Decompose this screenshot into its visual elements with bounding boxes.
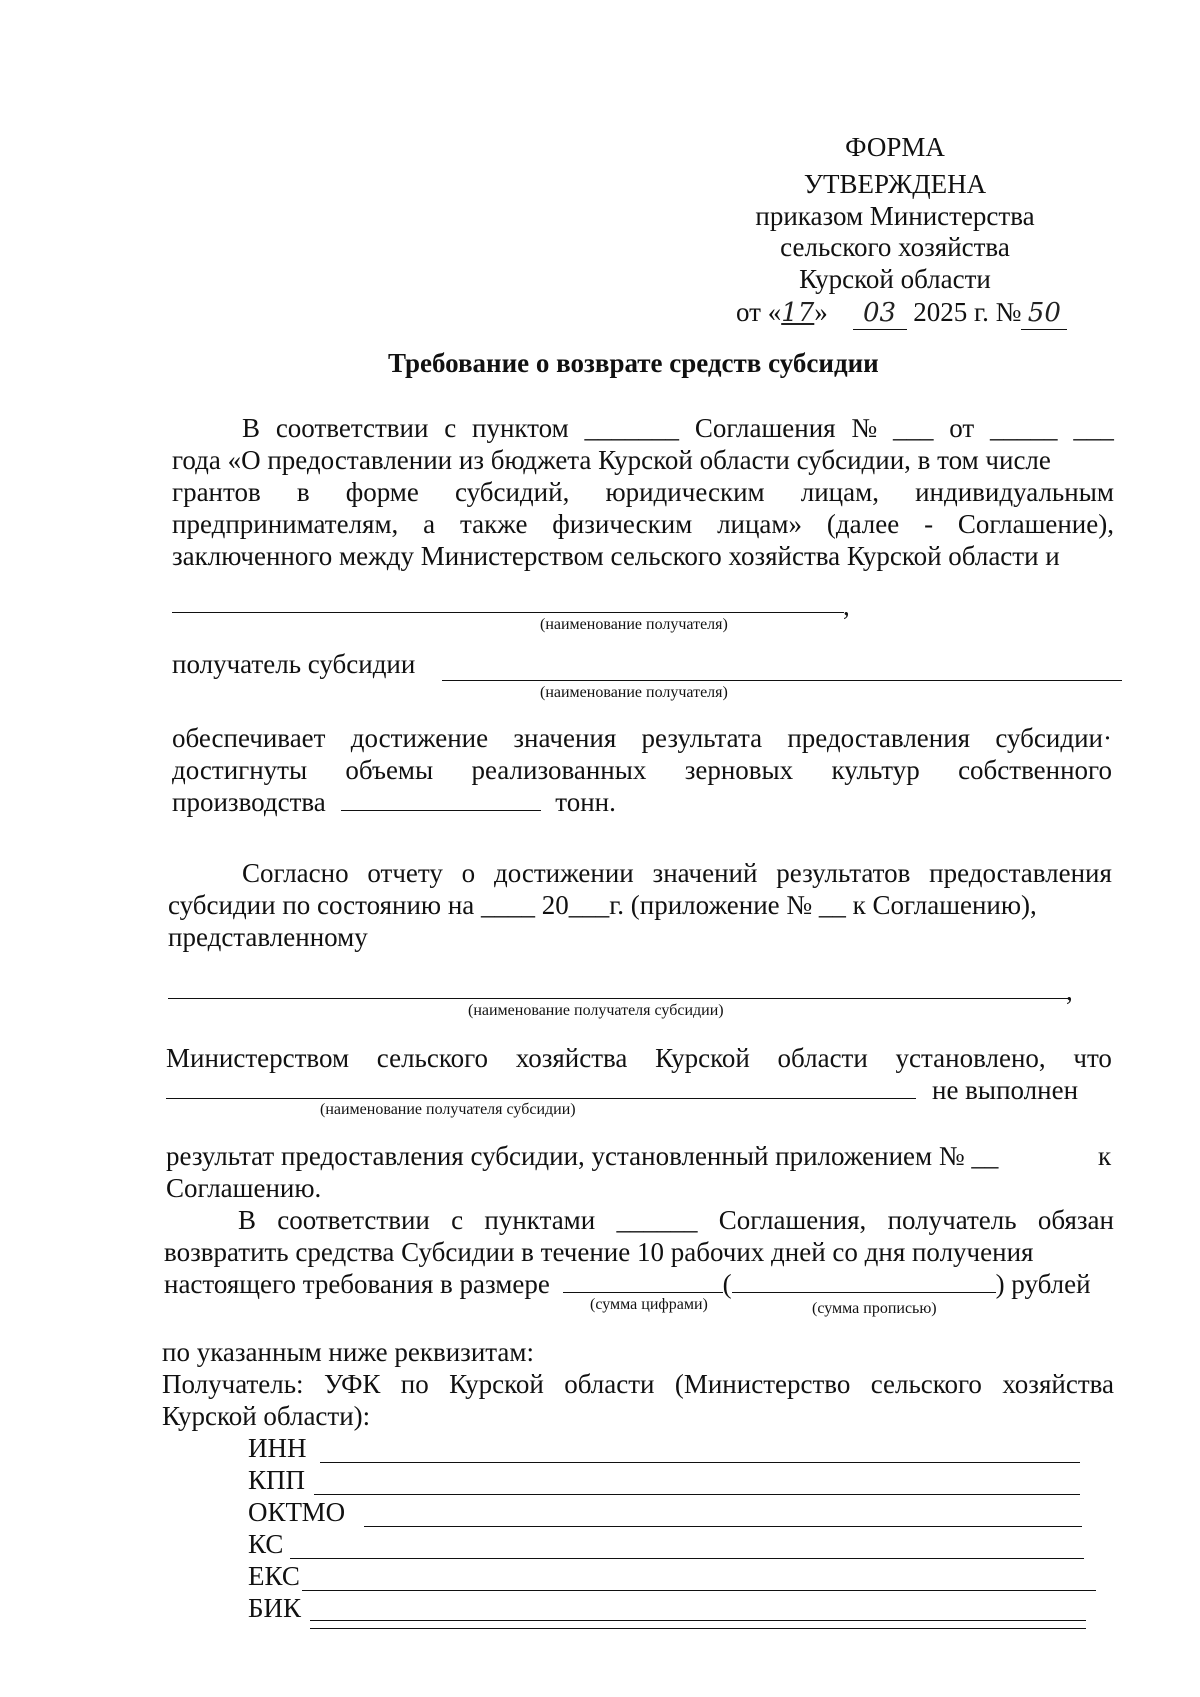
not-fulfilled-recipient-line <box>166 1098 916 1099</box>
p2-line-2: достигнуты объемы реализованных зерновых культур собственного <box>172 755 1112 785</box>
requisites-intro: по указанным ниже реквизитам: <box>162 1337 534 1367</box>
p4-line-4: Соглашению. <box>166 1173 322 1203</box>
report-recipient-line <box>168 998 1068 999</box>
p5-line-1: В соответствии с пунктами ______ Соглашения, получатель обязан <box>238 1205 1114 1235</box>
handwritten-day: 17 <box>781 298 815 328</box>
recipient-blank-line <box>172 612 844 613</box>
caption-recipient-subsidy: (наименование получателя субсидии) <box>468 1002 724 1019</box>
tonnage-blank <box>341 786 541 811</box>
requisite-bik-label: БИК <box>248 1593 302 1623</box>
approved-label: УТВЕРЖДЕНА <box>803 169 987 199</box>
requisite-ks-label: КС <box>248 1529 284 1559</box>
caption-recipient: (наименование получателя) <box>540 616 728 633</box>
requisite-eks-line <box>302 1590 1096 1591</box>
p5-line-3: настоящего требования в размере ( ) рублей <box>164 1269 1091 1299</box>
requisites-recipient-line-2: Курской области): <box>162 1401 371 1431</box>
document-title: Требование о возврате средств субсидии <box>388 348 879 378</box>
p4-line-3-end: к <box>1098 1141 1112 1171</box>
requisite-bik-line-2 <box>310 1628 1086 1629</box>
order-line-1: приказом Министерства <box>755 201 1035 231</box>
requisite-eks-label: ЕКС <box>248 1561 300 1591</box>
order-line-3: Курской области <box>799 264 991 294</box>
p4-line-1: Министерством сельского хозяйства Курской области установлено, что <box>166 1043 1112 1073</box>
p1-line-1: В соответствии с пунктом _______ Соглашения № ___ от _____ ___ <box>242 413 1114 443</box>
requisite-oktmo-label: ОКТМО <box>248 1497 346 1527</box>
requisite-oktmo-line <box>364 1526 1082 1527</box>
p2-line-3: производства тонн. <box>172 787 616 817</box>
p1-line-5: заключенного между Министерством сельского хозяйства Курской области и <box>172 541 1060 571</box>
form-label: ФОРМА <box>845 132 945 162</box>
handwritten-order-number: 50 <box>1021 297 1067 330</box>
requisite-inn-line <box>320 1462 1080 1463</box>
p1-line-4: предпринимателям, а также физическим лицам» (далее - Соглашение), <box>172 509 1114 539</box>
requisite-kpp-label: КПП <box>248 1465 306 1495</box>
caption-recipient-subsidy-2: (наименование получателя субсидии) <box>320 1101 576 1118</box>
report-recipient-comma: , <box>1066 976 1073 1006</box>
caption-sum-digits: (сумма цифрами) <box>590 1296 708 1313</box>
p2-line-1: обеспечивает достижение значения результата предоставления субсидии· <box>172 723 1112 753</box>
p1-line-2: года «О предоставлении из бюджета Курской области субсидии, в том числе <box>172 445 1051 475</box>
p3-line-3: представленному <box>168 922 368 952</box>
handwritten-month: 03 <box>853 297 907 330</box>
order-line-2: сельского хозяйства <box>780 232 1010 262</box>
not-fulfilled-label: не выполнен <box>932 1075 1079 1105</box>
sum-words-blank <box>732 1268 996 1293</box>
requisite-bik-line <box>310 1620 1086 1621</box>
recipient-comma: , <box>843 591 850 621</box>
p5-line-2: возвратить средства Субсидии в течение 10 рабочих дней со дня получения <box>164 1237 1034 1267</box>
requisites-recipient-line-1: Получатель: УФК по Курской области (Министерство сельского хозяйства <box>162 1369 1114 1399</box>
caption-recipient-2: (наименование получателя) <box>540 684 728 701</box>
p4-line-3: результат предоставления субсидии, установленный приложением № __ <box>166 1141 999 1171</box>
p3-line-1: Согласно отчету о достижении значений результатов предоставления <box>242 858 1112 888</box>
order-date-line: от «17» 03 2025 г. № 50 <box>736 296 1067 330</box>
recipient-subsidy-line <box>442 680 1122 681</box>
caption-sum-words: (сумма прописью) <box>812 1300 937 1317</box>
requisite-inn-label: ИНН <box>248 1433 307 1463</box>
sum-digits-blank <box>563 1268 723 1293</box>
p1-line-3: грантов в форме субсидий, юридическим лицам, индивидуальным <box>172 477 1114 507</box>
requisite-kpp-line <box>314 1494 1080 1495</box>
recipient-label: получатель субсидии <box>172 649 416 679</box>
requisite-ks-line <box>290 1558 1084 1559</box>
p3-line-2: субсидии по состоянию на ____ 20___г. (приложение № __ к Соглашению), <box>168 890 1037 920</box>
